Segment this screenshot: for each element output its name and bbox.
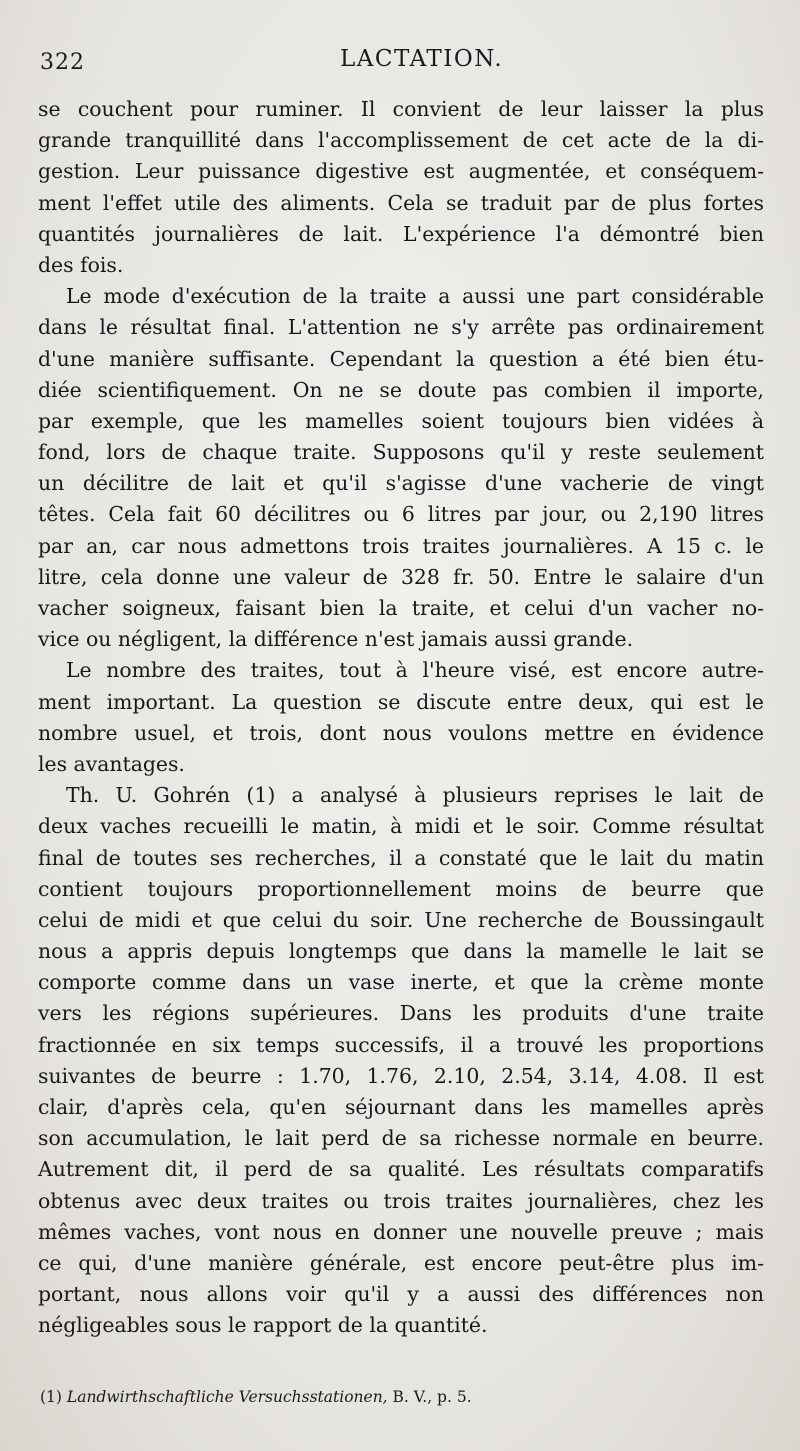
text-line: par an, car nous admettons trois traites journalières. A 15 c. le	[38, 533, 764, 558]
text-line: vers les régions supérieures. Dans les produits d'une traite	[38, 1001, 764, 1026]
text-line: vacher soigneux, faisant bien la traite, et celui d'un vacher no-	[38, 596, 764, 620]
text-line: portant, nous allons voir qu'il y a aussi des différences non	[38, 1282, 764, 1307]
text-line: ce qui, d'une manière générale, est encore peut-être plus im-	[38, 1250, 764, 1275]
text-line: Le mode d'exécution de la traite a aussi une part considérable	[66, 284, 764, 309]
paragraph-4	[38, 780, 764, 1341]
running-head: LACTATION.	[340, 46, 504, 72]
text-line: dans le résultat final. L'attention ne s'y arrête pas ordinairement	[38, 315, 764, 340]
paragraph-1	[38, 94, 764, 281]
text-line: gestion. Leur puissance digestive est augmentée, et conséquem-	[38, 159, 764, 184]
text-line: fond, lors de chaque traite. Supposons qu'il y reste seulement	[38, 440, 764, 465]
text-line: se couchent pour ruminer. Il convient de leur laisser la plus	[38, 97, 764, 121]
paragraph-2	[38, 281, 764, 655]
text-line: mêmes vaches, vont nous en donner une nouvelle preuve ; mais	[38, 1219, 764, 1244]
text-line: deux vaches recueilli le matin, à midi et le soir. Comme résultat	[38, 814, 764, 839]
text-line: son accumulation, le lait perd de sa richesse normale en beurre.	[38, 1126, 764, 1151]
text-line: les avantages.	[38, 751, 185, 776]
text-line: nous a appris depuis longtemps que dans la mamelle le lait se	[38, 939, 764, 964]
page-header	[40, 44, 760, 80]
text-line: un décilitre de lait et qu'il s'agisse d'une vacherie de vingt	[38, 471, 764, 496]
text-line: des fois.	[38, 252, 124, 277]
text-line: négligeables sous le rapport de la quantité.	[38, 1313, 488, 1338]
text-line: diée scientifiquement. On ne se doute pas combien il importe,	[38, 377, 764, 402]
footnote	[40, 1388, 760, 1406]
text-line: grande tranquillité dans l'accomplissement de cet acte de la di-	[38, 128, 764, 153]
text-line: vice ou négligent, la différence n'est jamais aussi grande.	[38, 627, 634, 652]
paragraph-3	[38, 655, 764, 780]
footnote-marker: (1)	[40, 1388, 62, 1406]
page-number: 322	[40, 50, 85, 75]
text-line: ment important. La question se discute entre deux, qui est le	[38, 689, 764, 714]
text-line: d'une manière suffisante. Cependant la question a été bien étu-	[38, 346, 764, 371]
text-line: litre, cela donne une valeur de 328 fr. 50. Entre le salaire d'un	[38, 564, 764, 589]
text-line: celui de midi et que celui du soir. Une recherche de Boussingault	[38, 907, 764, 932]
text-line: Le nombre des traites, tout à l'heure visé, est encore autre-	[66, 658, 764, 683]
text-line: suivantes de beurre : 1.70, 1.76, 2.10, 2.54, 3.14, 4.08. Il est	[38, 1063, 764, 1088]
text-line: nombre usuel, et trois, dont nous voulons mettre en évidence	[38, 720, 764, 745]
text-line: obtenus avec deux traites ou trois traites journalières, chez les	[38, 1188, 764, 1213]
text-line: comporte comme dans un vase inerte, et que la crème monte	[38, 970, 764, 995]
text-line: quantités journalières de lait. L'expérience l'a démontré bien	[38, 221, 764, 246]
text-line: têtes. Cela fait 60 décilitres ou 6 litres par jour, ou 2,190 litres	[38, 502, 764, 527]
body-text	[38, 94, 764, 1342]
text-line: ment l'effet utile des aliments. Cela se traduit par de plus fortes	[38, 190, 764, 215]
text-line: par exemple, que les mamelles soient toujours bien vidées à	[38, 408, 764, 433]
text-line: clair, d'après cela, qu'en séjournant dans les mamelles après	[38, 1095, 764, 1119]
footnote-source-title: Landwirthschaftliche Versuchsstationen,	[66, 1388, 388, 1406]
footnote-reference: B. V., p. 5.	[392, 1388, 472, 1406]
text-line: fractionnée en six temps successifs, il a trouvé les proportions	[38, 1032, 764, 1057]
text-line: final de toutes ses recherches, il a constaté que le lait du matin	[38, 845, 764, 870]
text-line: contient toujours proportionnellement moins de beurre que	[38, 876, 764, 901]
text-line: Autrement dit, il perd de sa qualité. Les résultats comparatifs	[38, 1157, 764, 1182]
text-line: Th. U. Gohrén (1) a analysé à plusieurs reprises le lait de	[66, 783, 764, 808]
